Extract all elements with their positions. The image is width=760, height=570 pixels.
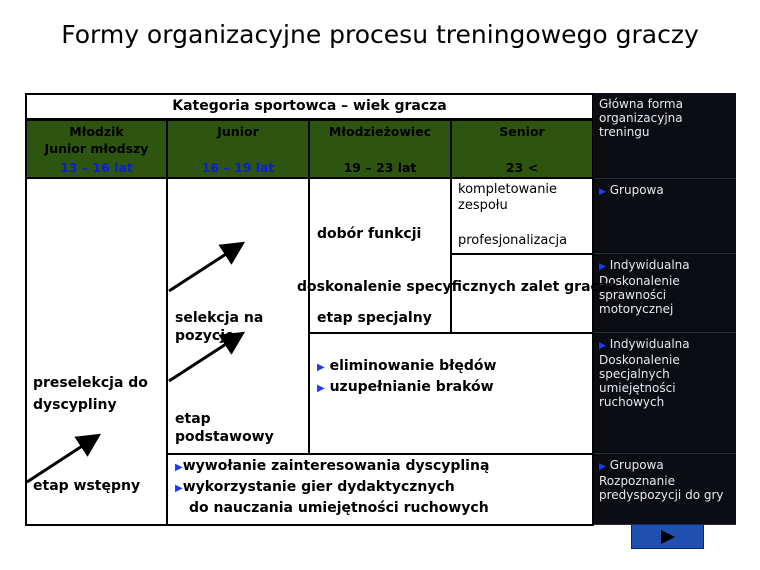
category-age: 23 <: [505, 160, 539, 175]
item-eliminowanie: eliminowanie błędów: [329, 358, 497, 374]
side-row-desc: Doskonalenie specjalnych umiejętności ruchowych: [599, 353, 680, 409]
list-item: [317, 357, 496, 377]
category-name: Młodzieżowiec: [328, 124, 432, 139]
side-row-title: Indywidualna: [609, 258, 690, 272]
text-etap-wstepny: etap wstępny: [33, 478, 141, 494]
category-subname: Junior młodszy: [44, 141, 149, 156]
triangle-right-icon: ▶: [599, 341, 606, 351]
triangle-right-icon: ▶: [599, 262, 606, 272]
item-uzupelnianie: uzupełnianie braków: [329, 379, 494, 395]
triangle-right-icon: ▶: [317, 383, 325, 394]
text-dobor-funkcji: dobór funkcji: [317, 226, 422, 242]
side-row-title: Indywidualna: [609, 337, 690, 351]
triangle-right-icon: ▶: [599, 187, 606, 197]
category-age: 16 – 19 lat: [201, 160, 275, 175]
text-profesjonalizacja: profesjonalizacja: [458, 233, 568, 248]
item-wywolanie: wywołanie zainteresowania dyscypliną: [182, 458, 490, 474]
category-age: 19 – 23 lat: [343, 160, 417, 175]
text-etap-specjalny: etap specjalny: [317, 310, 432, 326]
play-icon: [661, 530, 675, 544]
text-kompletowanie: kompletowanie zespołu: [458, 182, 558, 213]
item-do-nauczania: do nauczania umiejętności ruchowych: [189, 500, 489, 516]
category-age: 13 – 16 lat: [60, 160, 133, 175]
triangle-right-icon: ▶: [599, 462, 606, 472]
page-title: Formy organizacyjne procesu treningowego graczy: [61, 20, 699, 49]
side-row-desc: Doskonalenie sprawności motorycznej: [599, 274, 680, 316]
list-item: [317, 378, 494, 398]
category-name: Młodzik: [69, 124, 124, 139]
next-slide-button[interactable]: [631, 524, 704, 549]
side-row-desc: Rozpoznanie predyspozycji do gry: [599, 474, 724, 502]
category-name: Junior: [217, 124, 259, 139]
side-row-title: Grupowa: [609, 458, 664, 472]
text-preselekcja: preselekcja do dyscypliny: [33, 375, 148, 413]
item-wykorzystanie: wykorzystanie gier dydaktycznych: [182, 479, 455, 495]
category-name: Senior: [499, 124, 545, 139]
list-item: [175, 457, 489, 477]
text-doskonalenie: doskonalenie specyficznych zalet gracza: [297, 279, 617, 295]
table-header: Kategoria sportowca – wiek gracza: [25, 93, 594, 120]
text-etap-podstawowy: etap podstawowy: [175, 411, 274, 445]
text-selekcja: selekcja na pozycje: [175, 310, 264, 344]
side-row-title: Grupowa: [609, 183, 664, 197]
list-item: [175, 478, 455, 498]
triangle-right-icon: ▶: [317, 362, 325, 373]
triangle-right-icon: ▶: [175, 462, 183, 473]
triangle-right-icon: ▶: [175, 483, 183, 494]
side-header: Główna forma organizacyjna treningu: [593, 93, 736, 179]
